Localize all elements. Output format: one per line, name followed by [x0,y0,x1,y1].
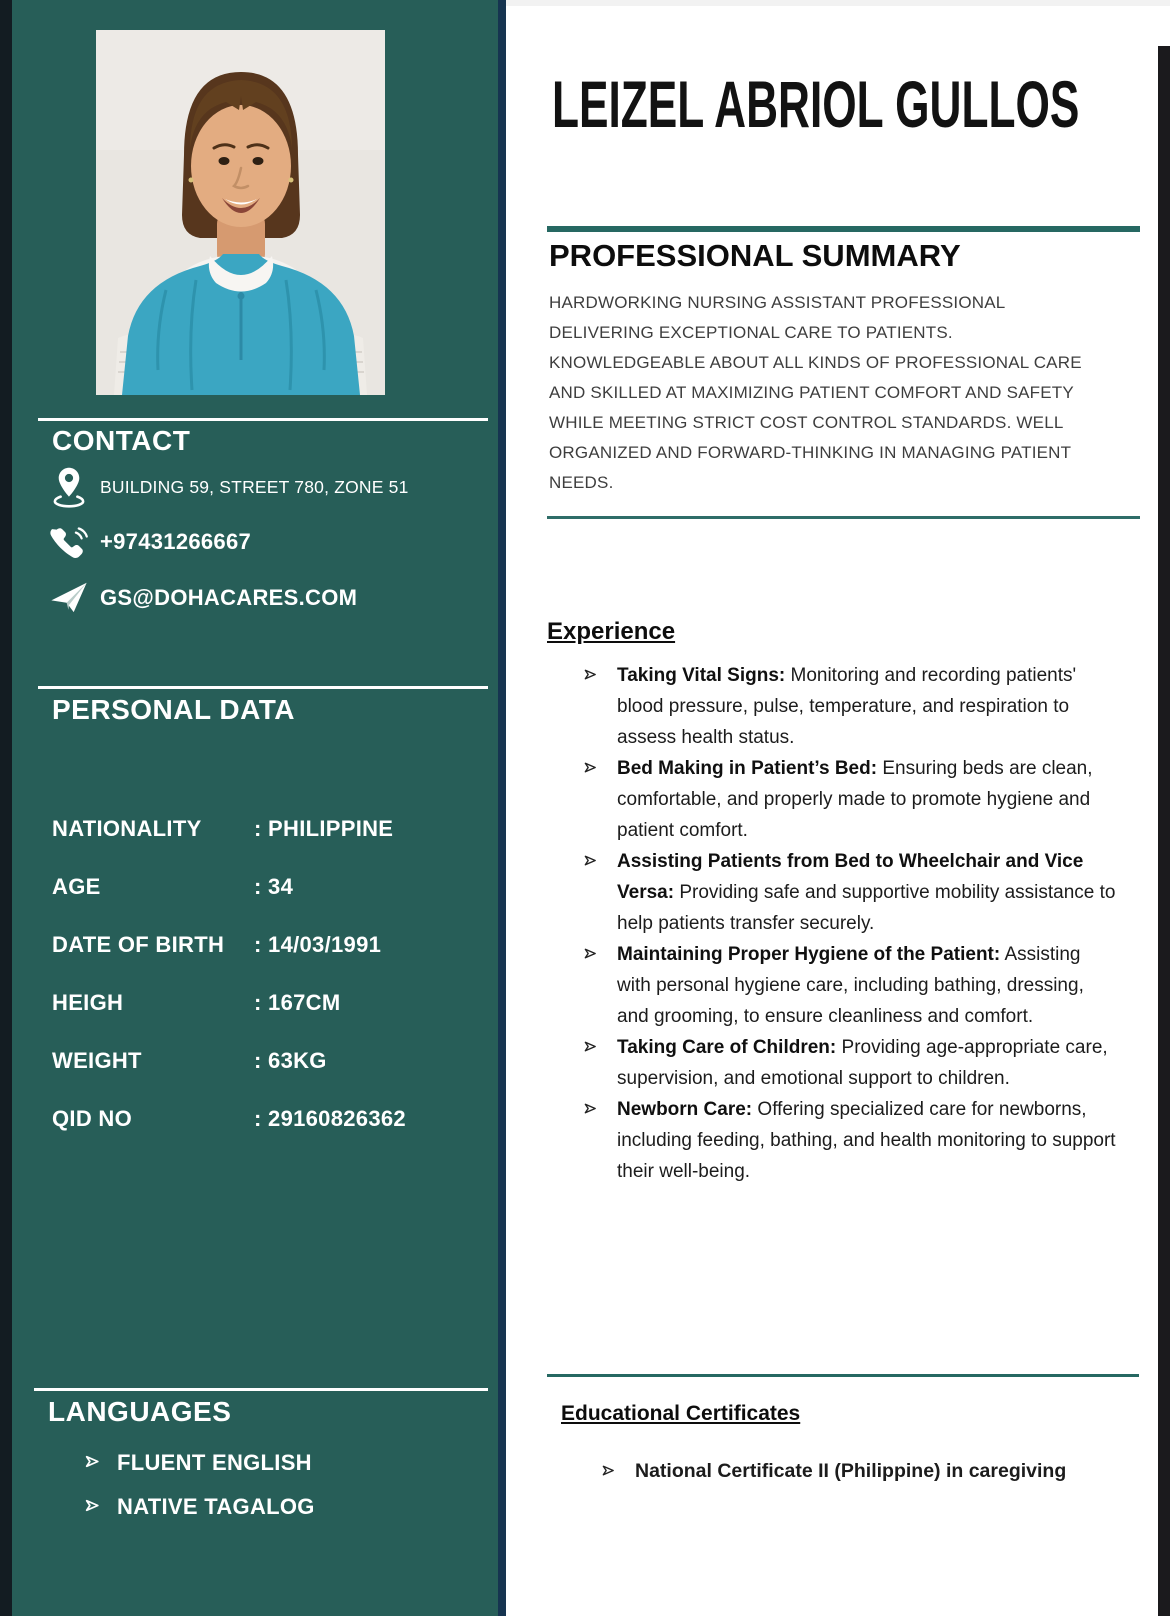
sidebar-main-separator [498,0,506,1616]
section-rule [547,226,1140,232]
section-rule [547,1374,1139,1377]
candidate-name: LEIZEL ABRIOL GULLOS [552,67,1080,141]
personal-data-row [52,974,488,1032]
phone-icon [38,522,100,562]
field-value: : 14/03/1991 [254,932,382,957]
arrow-bullet-icon [583,939,617,1032]
field-label: DATE OF BIRTH [52,932,225,957]
arrow-bullet-icon [583,660,617,753]
send-icon [38,580,100,616]
experience-item [583,660,1118,753]
language-item [84,1494,315,1520]
sidebar-divider [38,686,488,689]
experience-item-title: Taking Vital Signs: [617,665,786,686]
field-value: : 63KG [254,1048,327,1073]
personal-data-rows [52,800,488,1148]
professional-summary-title: PROFESSIONAL SUMMARY [549,238,961,273]
contact-address-row [38,466,478,508]
languages-section-title: LANGUAGES [48,1396,232,1427]
location-pin-icon [38,466,100,508]
contact-phone-text: +97431266667 [100,529,252,554]
contact-email-text: GS@DOHACARES.COM [100,585,358,610]
language-label: FLUENT ENGLISH [117,1450,312,1475]
contact-phone-row [38,522,478,562]
sidebar-divider [34,1388,488,1391]
experience-list [583,660,1118,1187]
field-value: : 167CM [254,990,341,1015]
experience-item-title: Maintaining Proper Hygiene of the Patient: [617,944,1001,965]
experience-item-text: Assisting with personal hygiene care, including bathing, dressing, and grooming, to ensure cleanliness and comfort. [617,944,1084,1027]
personal-data-row [52,800,488,858]
personal-data-row [52,1090,488,1148]
contact-address-text: BUILDING 59, STREET 780, ZONE 51 [100,476,409,497]
personal-data-row [52,1032,488,1090]
arrow-bullet-icon [583,1032,617,1094]
experience-item-title: Assisting Patients from Bed to Wheelchair and Vice Versa: [617,851,1084,903]
arrow-bullet-icon [583,1094,617,1187]
experience-title: Experience [547,618,676,645]
arrow-bullet-icon [583,753,617,846]
arrow-bullet-icon [84,1450,101,1476]
personal-data-row [52,916,488,974]
field-label: AGE [52,874,101,899]
field-label: NATIONALITY [52,816,202,841]
contact-email-row [38,580,478,616]
section-rule [547,516,1140,519]
language-item [84,1450,312,1476]
experience-item [583,753,1118,846]
experience-item-title: Bed Making in Patient’s Bed: [617,758,878,779]
arrow-bullet-icon [601,1456,635,1487]
language-label: NATIVE TAGALOG [117,1494,315,1519]
arrow-bullet-icon [583,846,617,939]
experience-item [583,1094,1118,1187]
arrow-bullet-icon [84,1494,101,1520]
top-scan-strip [506,0,1170,6]
experience-item-text: Ensuring beds are clean, comfortable, and properly made to promote hygiene and patient comfort. [617,758,1093,841]
left-edge-strip [0,0,12,1616]
sidebar-divider [38,418,488,421]
right-edge-strip [1158,46,1170,1616]
field-value: : 34 [254,874,294,899]
education-item [601,1456,1141,1487]
main-content [506,0,1158,1616]
experience-item [583,846,1118,939]
experience-item-text: Monitoring and recording patients' blood pressure, pulse, temperature, and respiration to assess health status. [617,665,1077,748]
experience-item-text: Providing age-appropriate care, supervision, and emotional support to children. [617,1037,1108,1089]
field-label: WEIGHT [52,1048,142,1073]
sidebar [12,0,498,1616]
personal-data-section-title: PERSONAL DATA [52,694,295,725]
profile-photo [96,30,385,395]
experience-item [583,1032,1118,1094]
field-value: : 29160826362 [254,1106,406,1131]
experience-item-text: Offering specialized care for newborns, including feeding, bathing, and health monitoring to support their well-being. [617,1099,1116,1182]
contact-section-title: CONTACT [52,425,191,456]
profile-photo-illustration [96,30,385,395]
experience-item-title: Taking Care of Children: [617,1037,837,1058]
education-title: Educational Certificates [561,1402,801,1425]
experience-item [583,939,1118,1032]
experience-item-title: Newborn Care: [617,1099,753,1120]
professional-summary-body: HARDWORKING NURSING ASSISTANT PROFESSIONAL DELIVERING EXCEPTIONAL CARE TO PATIENTS. KNOWLEDGEABLE ABOUT ALL KINDS OF PROFESSIONAL CARE AND SKILLED AT MAXIMIZING PATIENT COMFORT AND SAFETY WHILE MEETING STRICT COST CONTROL STANDARDS. WELL ORGANIZED AND FORWARD-THINKING IN MANAGING PATIENT NEEDS. [549,293,1082,492]
field-label: HEIGH [52,990,124,1015]
education-item-text: National Certificate II (Philippine) in caregiving [635,1460,1067,1482]
field-label: QID NO [52,1106,133,1131]
experience-item-text: Providing safe and supportive mobility assistance to help patients transfer securely. [617,882,1116,934]
field-value: : PHILIPPINE [254,816,394,841]
personal-data-row [52,858,488,916]
